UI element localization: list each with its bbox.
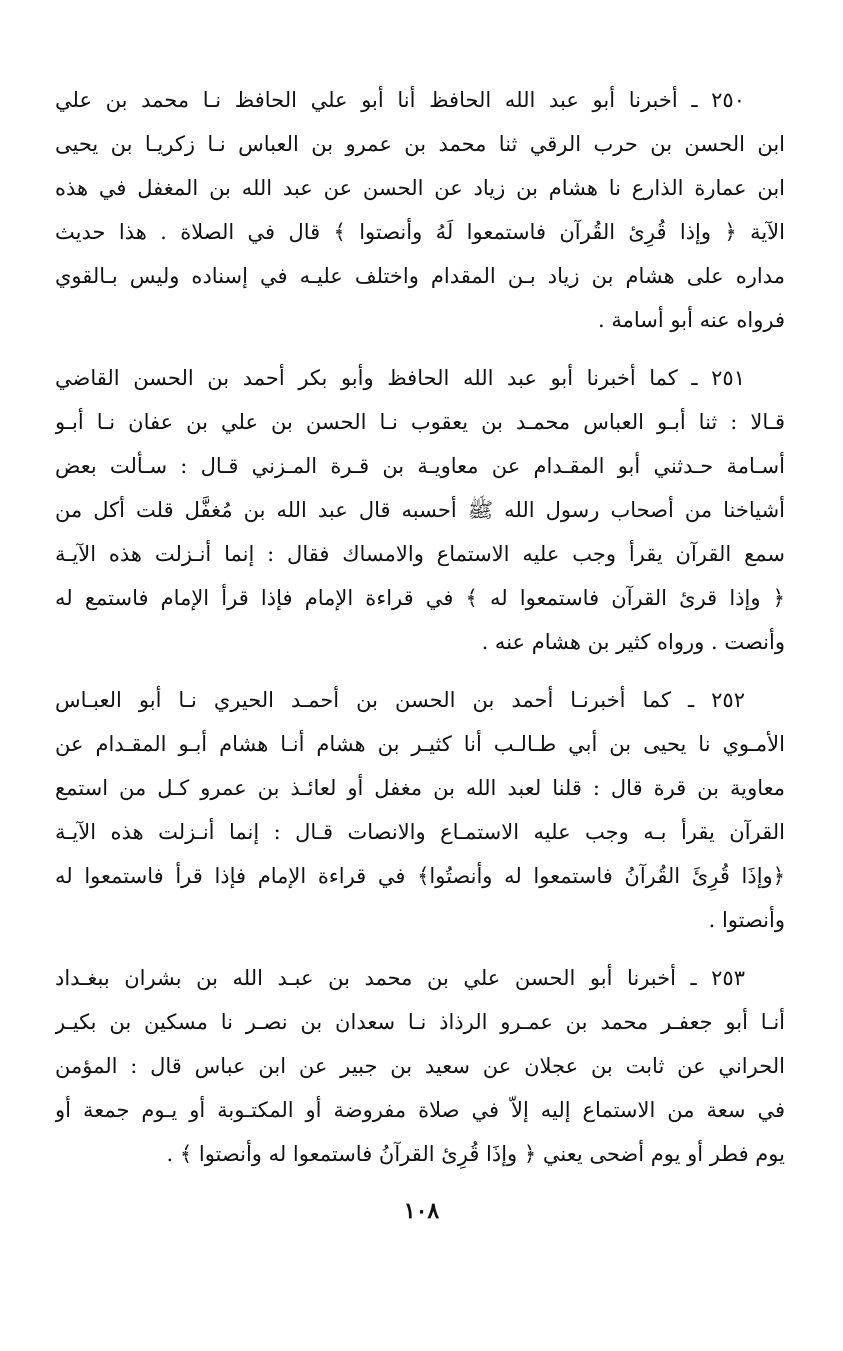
text-line: ﴿وإذَا قُرِئَ القُرآنُ فاستمعوا له وأنصتُوا﴾ في قراءة الإمام فإذا قرأ فاستمعوا له <box>55 864 785 888</box>
text-line: قـالا : ثنا أبـو العباس محمـد بن يعقوب نـا الحسن بن علي بن عفان نـا أبـو <box>55 410 785 434</box>
text-line: ٢٥٣ ـ أخبرنا أبو الحسن علي بن محمد بن عبـد الله بن بشران ببغـداد <box>55 966 745 990</box>
text-line: سمع القرآن يقرأ وجب عليه الاستماع والامساك فقال : إنما أنـزلت هذه الآيـة <box>55 542 785 566</box>
text-line: ابن عمارة الذارع نا هشام بن زياد عن الحسن عن عبد الله بن المغفل في هذه <box>55 176 785 200</box>
text-line: أسـامة حـدثني أبو المقـدام عن معاويـة بن قـرة المـزني قـال : سـألت بعض <box>55 454 785 478</box>
text-line: ﴿ وإذا قرئ القرآن فاستمعوا له ﴾ في قراءة الإمام فإذا قرأ الإمام فاستمع له <box>55 586 785 610</box>
text-line: الآية ﴿ وإذا قُرِئ القُرآن فاستمعوا لَهُ وأنصتوا ﴾ قال في الصلاة . هذا حديث <box>55 220 785 244</box>
text-line: ٢٥١ ـ كما أخبرنا أبو عبد الله الحافظ وأبو بكر أحمد بن الحسن القاضي <box>55 366 745 390</box>
text-line: أشياخنا من أصحاب رسول الله ﷺ أحسبه قال عبد الله بن مُغفَّل قلت أكل من <box>55 498 785 522</box>
text-line: ابن الحسن بن حرب الرقي ثنا محمد بن عمرو بن العباس نـا زكريـا بن يحيى <box>55 132 785 156</box>
hadith-252 <box>55 678 785 942</box>
hadith-253 <box>55 956 785 1176</box>
text-line: يوم فطر أو يوم أضحى يعني ﴿ وإذَا قُرِئ القرآنُ فاستمعوا له وأنصتوا ﴾ . <box>166 1142 785 1166</box>
hadith-250 <box>55 78 785 342</box>
text-line: وأنصت . ورواه كثير بن هشام عنه . <box>481 630 785 654</box>
text-line: أنـا أبو جعفـر محمد بن عمـرو الرذاذ نـا سعدان بن نصـر نا مسكين بن بكيـر <box>55 1010 785 1034</box>
hadith-251 <box>55 356 785 664</box>
text-line: فرواه عنه أبو أسامة . <box>598 308 785 332</box>
text-line: معاوية بن قرة قال : قلنا لعبد الله بن مغفل أو لعائـذ بن عمرو كـل من استمع <box>55 776 785 800</box>
text-line: ٢٥٠ ـ أخبرنا أبو عبد الله الحافظ أنا أبو علي الحافظ نـا محمد بن علي <box>55 88 745 112</box>
text-line: ٢٥٢ ـ كما أخبرنـا أحمد بن الحسن بن أحمـد الحيري نـا أبو العبـاس <box>55 688 745 712</box>
text-line: مداره على هشام بن زياد بـن المقدام واختلف عليـه في إسناده وليس بـالقوي <box>55 264 785 288</box>
text-line: الأمـوي نا يحيى بن أبي طـالـب أنا كثيـر بن هشام أنـا هشام أبـو المقـدام عن <box>55 732 785 756</box>
text-line: وأنصتوا . <box>708 908 785 932</box>
page-body <box>55 78 785 1190</box>
page-number: ١٠٨ <box>403 1198 440 1224</box>
text-line: القرآن يقرأ بـه وجب عليه الاستمـاع والانصات قـال : إنما أنـزلت هذه الآيـة <box>55 820 785 844</box>
text-line: في سعة من الاستماع إليه إلاّ في صلاة مفروضة أو المكتـوبة أو يـوم جمعة أو <box>55 1098 785 1122</box>
text-line: الحراني عن ثابت بن عجلان عن سعيد بن جبير عن ابن عباس قال : المؤمن <box>55 1054 785 1078</box>
